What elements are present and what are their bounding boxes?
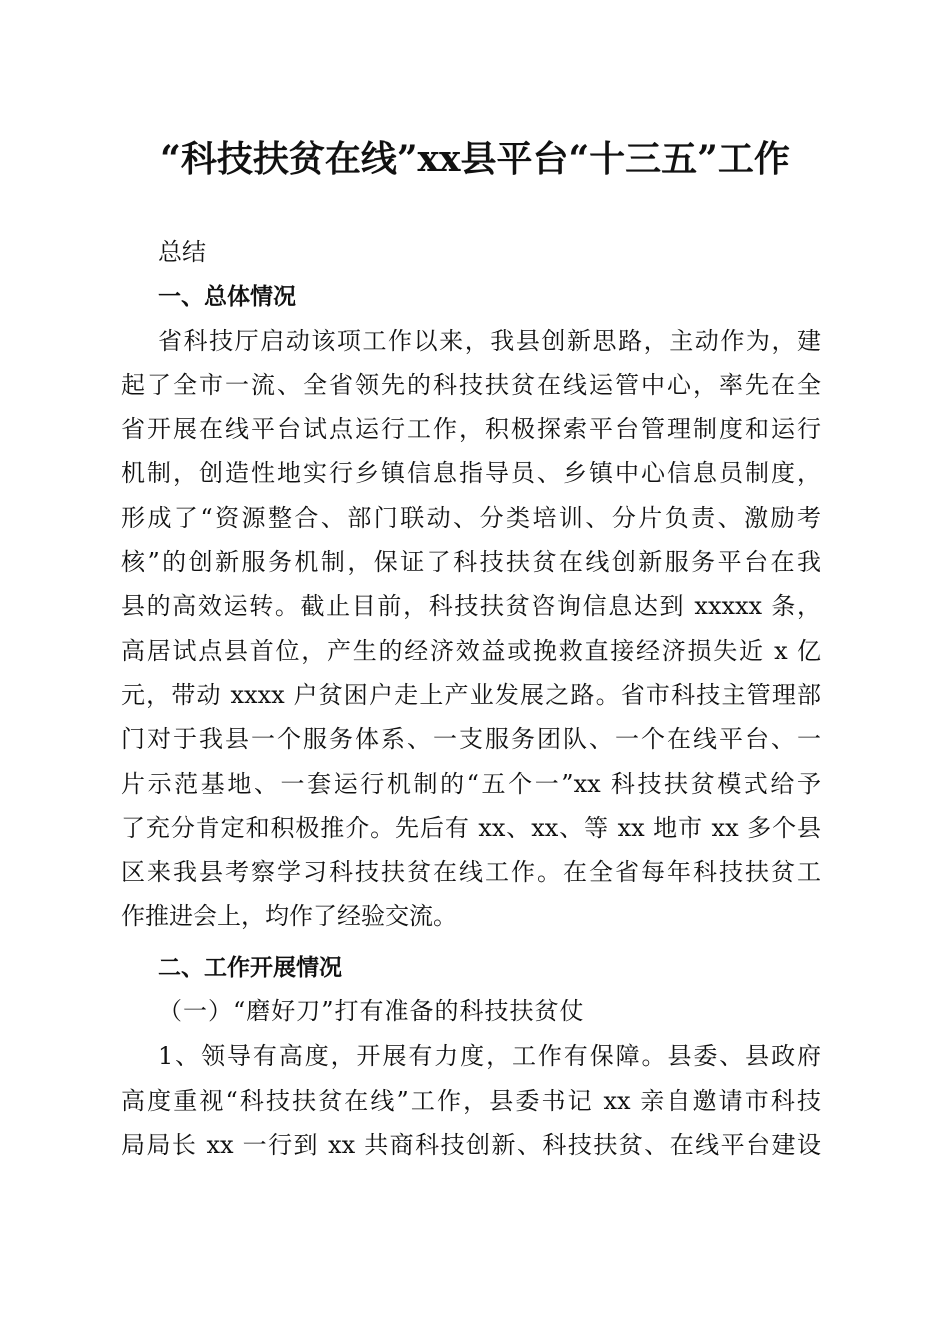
paragraph-line: 作推进会上，均作了经验交流。 [121,902,457,930]
paragraph-line: 省开展在线平台试点运行工作，积极探索平台管理制度和运行 [121,415,821,443]
paragraph-line: 机制，创造性地实行乡镇信息指导员、乡镇中心信息员制度， [121,459,821,487]
paragraph-line: 元，带动 xxxx 户贫困户走上产业发展之路。省市科技主管理部 [121,681,821,709]
paragraph-line: 高居试点县首位，产生的经济效益或挽救直接经济损失近 x 亿 [121,637,821,665]
paragraph-line: 门对于我县一个服务体系、一支服务团队、一个在线平台、一 [121,725,821,753]
document-title: “科技扶贫在线”xx县平台“十三五”工作 [160,138,790,180]
paragraph-line: 了充分肯定和积极推介。先后有 xx、xx、等 xx 地市 xx 多个县 [121,814,821,842]
title-continuation: 总结 [158,238,206,266]
paragraph-line: 核”的创新服务机制，保证了科技扶贫在线创新服务平台在我 [121,548,821,576]
paragraph-line: 起了全市一流、全省领先的科技扶贫在线运管中心，率先在全 [121,371,821,399]
section-heading-work-progress: 二、工作开展情况 [158,955,342,981]
paragraph-line: 县的高效运转。截止目前，科技扶贫咨询信息达到 xxxxx 条， [121,592,821,620]
paragraph-line: 片示范基地、一套运行机制的“五个一”xx 科技扶贫模式给予 [121,770,821,798]
paragraph-line: 局局长 xx 一行到 xx 共商科技创新、科技扶贫、在线平台建设 [121,1131,821,1159]
paragraph-line: 高度重视“科技扶贫在线”工作，县委书记 xx 亲自邀请市科技 [121,1087,821,1115]
paragraph-line: 区来我县考察学习科技扶贫在线工作。在全省每年科技扶贫工 [121,858,821,886]
paragraph-line: 省科技厅启动该项工作以来，我县创新思路，主动作为，建 [158,327,821,355]
subsection-heading: （一）“磨好刀”打有准备的科技扶贫仗 [158,997,585,1025]
paragraph-line: 形成了“资源整合、部门联动、分类培训、分片负责、激励考 [121,504,821,532]
section-heading-overview: 一、总体情况 [158,284,296,310]
paragraph-line: 1、领导有高度，开展有力度，工作有保障。县委、县政府 [158,1042,821,1070]
